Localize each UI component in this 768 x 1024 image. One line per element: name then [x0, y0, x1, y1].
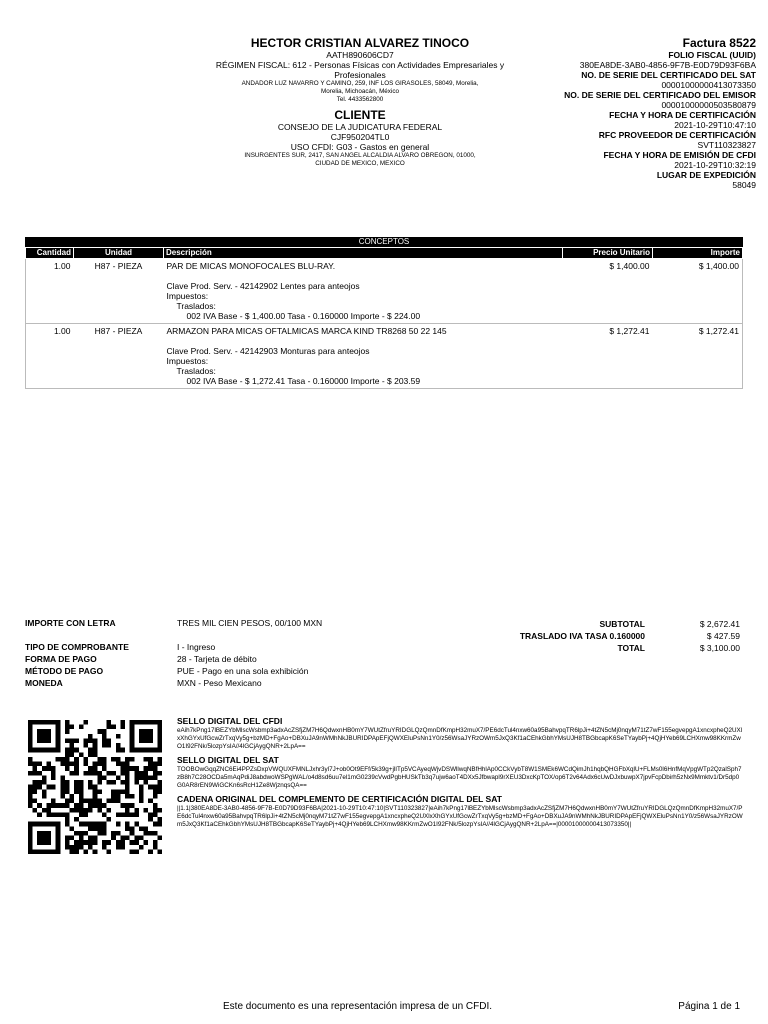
issuer-address-2: Morelia, Michoacán, México [320, 88, 400, 95]
tipo-value: I - Ingreso [177, 642, 216, 652]
item-impuestos: Impuestos: [166, 356, 209, 366]
issuer-address-1: ANDADOR LUZ NAVARRO Y CAMINO, 259, INF LOS GIRASOLES, 58049, Morelia, [241, 80, 479, 87]
seals-section [177, 712, 743, 829]
sello-sat-label: SELLO DIGITAL DEL SAT [177, 755, 279, 765]
item-precio: $ 1,400.00 [563, 259, 653, 324]
table-row [26, 259, 743, 324]
cadena-original-label: CADENA ORIGINAL DEL COMPLEMENTO DE CERTIFICACIÓN DIGITAL DEL SAT [177, 794, 502, 804]
moneda-value: MXN - Peso Mexicano [177, 678, 262, 688]
total-value: $ 3,100.00 [699, 643, 740, 653]
page-number: Página 1 de 1 [678, 1001, 740, 1012]
invoice-field-cert-date [516, 110, 756, 130]
item-impuestos: Impuestos: [166, 291, 209, 301]
item-clave: Clave Prod. Serv. - 42142903 Monturas para anteojos [166, 346, 370, 356]
invoice-info [516, 36, 756, 190]
item-descripcion: ARMAZON PARA MICAS OFTALMICAS MARCA KIND TR8268 50 22 145 [166, 326, 447, 336]
field-value: 2021-10-29T10:32:19 [674, 160, 756, 170]
metodo-label: MÉTODO DE PAGO [25, 666, 104, 676]
moneda-label: MONEDA [25, 678, 63, 688]
issuer-tel: Tel. 4433562800 [336, 96, 384, 103]
field-label: NO. DE SERIE DEL CERTIFICADO DEL EMISOR [564, 90, 756, 100]
tipo-label: TIPO DE COMPROBANTE [25, 642, 129, 652]
header-cantidad: Cantidad [26, 248, 74, 259]
metodo-value: PUE - Pago en una sola exhibición [177, 666, 309, 676]
header-descripcion: Descripción [164, 248, 563, 259]
invoice-title: Factura 8522 [682, 36, 756, 50]
field-label: FOLIO FISCAL (UUID) [668, 50, 756, 60]
subtotal-label: SUBTOTAL [599, 619, 645, 629]
item-iva: 002 IVA Base - $ 1,400.00 Tasa - 0.160000 Importe - $ 224.00 [186, 311, 421, 321]
invoice-field-issue-date [516, 150, 756, 170]
header-precio: Precio Unitario [563, 248, 653, 259]
item-unidad: H87 - PIEZA [74, 324, 164, 389]
item-iva: 002 IVA Base - $ 1,272.41 Tasa - 0.160000 Importe - $ 203.59 [186, 376, 421, 386]
concepts-title: CONCEPTOS [25, 237, 743, 247]
qr-code [28, 720, 162, 854]
invoice-field-cert-provider [516, 130, 756, 150]
total-label: TOTAL [617, 643, 645, 653]
sello-cfdi-label: SELLO DIGITAL DEL CFDI [177, 716, 283, 726]
header-importe: Importe [653, 248, 743, 259]
cadena-original-value: ||1.1|380EA8DE-3AB0-4856-9F7B-E0D79D93F6BA|2021-10-29T10:47:10|SVT110323827|eAih7kPng17lBEZYbMlscWsbmp3adxAcZSfjZM7H6QdwxnHB0mY7WUtZfruYRIDGLQzQmnDfKmpH32muX7/PE6dcTul4nxw60a95BahvpqTR6lpJi+4tZN5cMj0nqyM71tZ7wF155egvepgA1xncxpheQ2UXlxXhGYxUfGcwZrTxqVy5g+bzMD+FgAo+DBXuJA9nWMhNkJBURIDPApEFjQWXEluPsNn1Y0/z56WsaJYRzOWm5JxQ3Kf1aCEhkGbhYMsUJH8TBGbcapK6SeTYaybPj+4QjHYeb69LCHXmw98KKrmZwO1I92FNk/5lozpYsIA//4lGCjAygQNR+2LpA==|00001000000413073350|| [177, 805, 743, 828]
sello-cfdi-value: eAih7kPng17lBEZYbMlscWsbmp3adxAcZSfjZM7H6QdwxnHB0mY7WUtZfruYRIDGLQzQmnDfKmpH32muX7/PE6dcTul4nxw60a95BahvpqTR6lpJi+4tZN5cMj0nqyM71tZ7wF155egvepgA1xncxpheQ2UXlxXhGYxUfGcwZrTxqVy5g+bzMD+FgAo+DBXuJA9nWMhNkJBURIDPApEFjQWXEluPsNn1Y0/z56WsaJYRzOWm5JxQ3Kf1aCEhkGbhYMsUJH8TBGbcapK6SeTYaybPj+4QjHYeb69LCHXmw98KKrmZwO1I92FNk/5lozpYsIA//4lGCjAygQNR+2LpA== [177, 727, 743, 750]
client-rfc: CJF950204TL0 [330, 132, 390, 142]
field-value: SVT110323827 [697, 140, 756, 150]
table-header-row [26, 248, 743, 259]
importe-letra-label: IMPORTE CON LETRA [25, 618, 116, 628]
field-label: NO. DE SERIE DEL CERTIFICADO DEL SAT [581, 70, 756, 80]
issuer-block [200, 36, 520, 168]
header-unidad: Unidad [74, 248, 164, 259]
item-descripcion: PAR DE MICAS MONOFOCALES BLU-RAY. [166, 261, 336, 271]
invoice-field-place [516, 170, 756, 190]
table-row [26, 324, 743, 389]
client-address-2: CIUDAD DE MEXICO, MEXICO [315, 160, 405, 167]
iva-value: $ 427.59 [706, 631, 740, 641]
field-value: 00001000000413073350 [661, 80, 756, 90]
issuer-regimen: RÉGIMEN FISCAL: 612 - Personas Físicas con Actividades Empresariales y Profesionales [215, 60, 505, 80]
iva-label: TRASLADO IVA TASA 0.160000 [519, 631, 645, 641]
field-value: 2021-10-29T10:47:10 [674, 120, 756, 130]
item-unidad: H87 - PIEZA [74, 259, 164, 324]
item-clave: Clave Prod. Serv. - 42142902 Lentes para anteojos [166, 281, 360, 291]
issuer-name: HECTOR CRISTIAN ALVAREZ TINOCO [250, 36, 470, 50]
item-traslados: Traslados: [176, 366, 216, 376]
footer-note: Este documento es una representación impresa de un CFDI. [223, 1001, 493, 1012]
invoice-field-issuer-serial [516, 90, 756, 110]
invoice-field-uuid [516, 50, 756, 70]
concepts-section [25, 237, 743, 389]
sello-sat-value: TOOBOwGqqZNC6Ei4PPZsDxpVWQUXFMNLJxhr3yl7J+ob0Ot9EFf/5k39g+jlITp5VCAyeqWjvDSWllwqNBfHhlAp0CCkVybT8W1SMEk6WCdQimJh1hqbQHGFbXqlU+FLMs0l6HnfMqVpgWTp2QzalSph7zB8h7C28OCDa5mAqPdiJ8abdwoWSPgWAL/o4d8sd6uu7el1mG0239cVwdPgbHUSkTb3q7ujw6aoT4DXx5Jfbwapl9rXEU3DxcKpTOX/op6T2v64Adx6cUwDJxbuwpX7jpvFcpDbirh5zNx9Mmktv1/Dr5dp0G0AR8rEN9WiGCKn6sRcH1Ze8WjznqsQA== [177, 766, 742, 789]
issuer-rfc: AATH890606CD7 [326, 50, 394, 60]
importe-letra-value: TRES MIL CIEN PESOS, 00/100 MXN [177, 618, 323, 628]
client-uso-cfdi: USO CFDI: G03 - Gastos en general [290, 142, 430, 152]
forma-label: FORMA DE PAGO [25, 654, 97, 664]
summary-values [177, 617, 477, 689]
item-traslados: Traslados: [176, 301, 216, 311]
field-label: RFC PROVEEDOR DE CERTIFICACIÓN [598, 130, 756, 140]
field-label: FECHA Y HORA DE EMISIÓN DE CFDI [603, 150, 756, 160]
concepts-table [25, 247, 743, 389]
subtotal-value: $ 2,672.41 [699, 619, 740, 629]
item-cantidad: 1.00 [26, 324, 74, 389]
field-value: 58049 [732, 180, 756, 190]
invoice-field-sat-serial [516, 70, 756, 90]
totals-values [650, 618, 740, 654]
client-address-1: INSURGENTES SUR, 2417, SAN ANGEL ALCALDIA ALVARO OBREGON, 01000, [244, 152, 476, 159]
field-label: LUGAR DE EXPEDICIÓN [656, 170, 756, 180]
summary-labels [25, 617, 165, 689]
field-label: FECHA Y HORA DE CERTIFICACIÓN [609, 110, 756, 120]
client-name: CONSEJO DE LA JUDICATURA FEDERAL [277, 122, 443, 132]
item-importe: $ 1,272.41 [653, 324, 743, 389]
totals-labels [480, 618, 645, 654]
item-descripcion-cell [164, 324, 563, 389]
item-importe: $ 1,400.00 [653, 259, 743, 324]
field-value: 00001000000503580879 [661, 100, 756, 110]
client-heading: CLIENTE [334, 108, 386, 122]
item-precio: $ 1,272.41 [563, 324, 653, 389]
forma-value: 28 - Tarjeta de débito [177, 654, 257, 664]
item-descripcion-cell [164, 259, 563, 324]
field-value: 380EA8DE-3AB0-4856-9F7B-E0D79D93F6BA [579, 60, 756, 70]
item-cantidad: 1.00 [26, 259, 74, 324]
